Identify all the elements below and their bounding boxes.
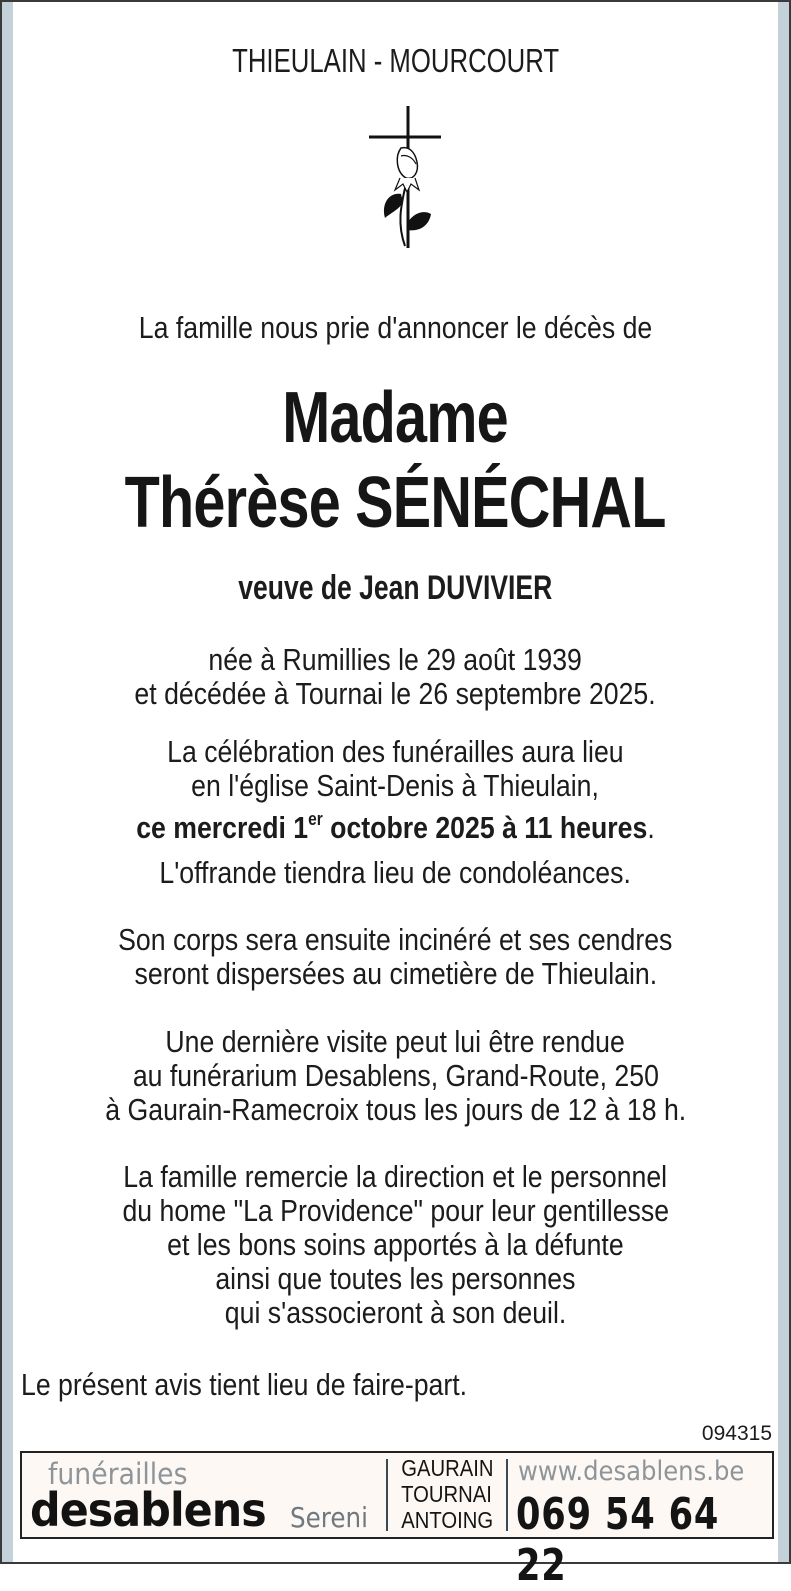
- location-antoing: ANTOING: [401, 1507, 493, 1533]
- death-line-text: et décédée à Tournai le 26 septembre 2025.: [134, 676, 657, 711]
- intro-text-content: La famille nous prie d'annoncer le décès de: [138, 310, 653, 345]
- visit-line-1: [13, 1026, 778, 1057]
- logo-funerailles-text: funérailles: [48, 1457, 188, 1491]
- death-line: [13, 678, 778, 709]
- widow-of: [13, 571, 778, 605]
- visit-line-1-text: Une dernière visite peut lui être rendue: [165, 1024, 626, 1059]
- location-item: [391, 1507, 503, 1533]
- cremation-line-2-text: seront dispersées au cimetière de Thieulain.: [134, 956, 657, 991]
- ceremony-date-text: [136, 809, 655, 845]
- thanks-line-3-text: et les bons soins apportés à la défunte: [167, 1227, 624, 1262]
- obituary-notice: [13, 2, 778, 1591]
- website-link-text[interactable]: www.desablens.be: [518, 1456, 745, 1487]
- visit-line-2-text: au funérarium Desablens, Grand-Route, 250: [132, 1058, 659, 1093]
- thanks-line-1: [13, 1161, 778, 1192]
- birth-line: [13, 644, 778, 675]
- location-item: [391, 1455, 503, 1481]
- widow-of-text: veuve de Jean DUVIVIER: [238, 569, 553, 607]
- locations-list: [391, 1455, 503, 1533]
- birth-line-text: née à Rumillies le 29 août 1939: [208, 642, 583, 677]
- ceremony-line-1-text: La célébration des funérailles aura lieu: [167, 734, 624, 769]
- deceased-name: [13, 463, 778, 543]
- deceased-name-text: Thérèse SÉNÉCHAL: [125, 463, 666, 543]
- divider: [386, 1459, 388, 1531]
- logo-desablens: [30, 1483, 284, 1537]
- website-link[interactable]: [518, 1456, 769, 1487]
- reference-number: 094315: [701, 1422, 772, 1445]
- thanks-line-2: [13, 1195, 778, 1226]
- cremation-line-2: [13, 958, 778, 989]
- ceremony-date: [13, 809, 778, 845]
- intro-text: [13, 312, 778, 343]
- visit-line-2: [13, 1060, 778, 1091]
- divider: [506, 1459, 508, 1531]
- ceremony-line-2: [13, 770, 778, 801]
- ceremony-date-suffix: octobre 2025 à 11 heures: [322, 810, 648, 845]
- deceased-title-text: Madame: [282, 378, 509, 458]
- thanks-line-5-text: qui s'associeront à son deuil.: [224, 1295, 567, 1330]
- logo-desablens-text: desablens: [30, 1483, 266, 1537]
- cross-with-rose-icon: [351, 106, 441, 251]
- ceremony-date-end: .: [647, 810, 655, 845]
- ceremony-date-sup: er: [308, 809, 323, 829]
- cremation-line-1-text: Son corps sera ensuite incinéré et ses cendres: [118, 922, 673, 957]
- town-heading: [13, 44, 778, 77]
- thanks-line-4: [13, 1263, 778, 1294]
- ceremony-line-2-text: en l'église Saint-Denis à Thieulain,: [191, 768, 600, 803]
- funeral-home-logo: [22, 1453, 387, 1537]
- thanks-line-5: [13, 1297, 778, 1328]
- funeral-home-banner: [20, 1451, 774, 1591]
- logo-sereni-text: Sereni: [290, 1501, 369, 1534]
- closing-line-text: Le présent avis tient lieu de faire-part.: [21, 1367, 468, 1402]
- cremation-line-1: [13, 924, 778, 955]
- closing-line: [21, 1369, 786, 1400]
- deceased-title: [13, 378, 778, 458]
- offering-line: [13, 857, 778, 888]
- phone-number: [516, 1489, 772, 1591]
- location-tournai: TOURNAI: [401, 1481, 493, 1507]
- thanks-line-3: [13, 1229, 778, 1260]
- thanks-line-4-text: ainsi que toutes les personnes: [215, 1261, 576, 1296]
- thanks-line-1-text: La famille remercie la direction et le personnel: [123, 1159, 668, 1194]
- thanks-line-2-text: du home "La Providence" pour leur gentillesse: [122, 1193, 669, 1228]
- visit-line-3-text: à Gaurain-Ramecroix tous les jours de 12 à 18 h.: [105, 1092, 686, 1127]
- ceremony-date-prefix: ce mercredi 1: [136, 810, 309, 845]
- offering-line-text: L'offrande tiendra lieu de condoléances.: [159, 855, 632, 890]
- ceremony-line-1: [13, 736, 778, 767]
- logo-sereni: [290, 1501, 379, 1534]
- visit-line-3: [13, 1094, 778, 1125]
- phone-number-text: 069 54 64 22: [516, 1489, 720, 1591]
- town-heading-text: THIEULAIN - MOURCOURT: [231, 42, 560, 79]
- location-gaurain: GAURAIN: [400, 1455, 494, 1481]
- location-item: [391, 1481, 503, 1507]
